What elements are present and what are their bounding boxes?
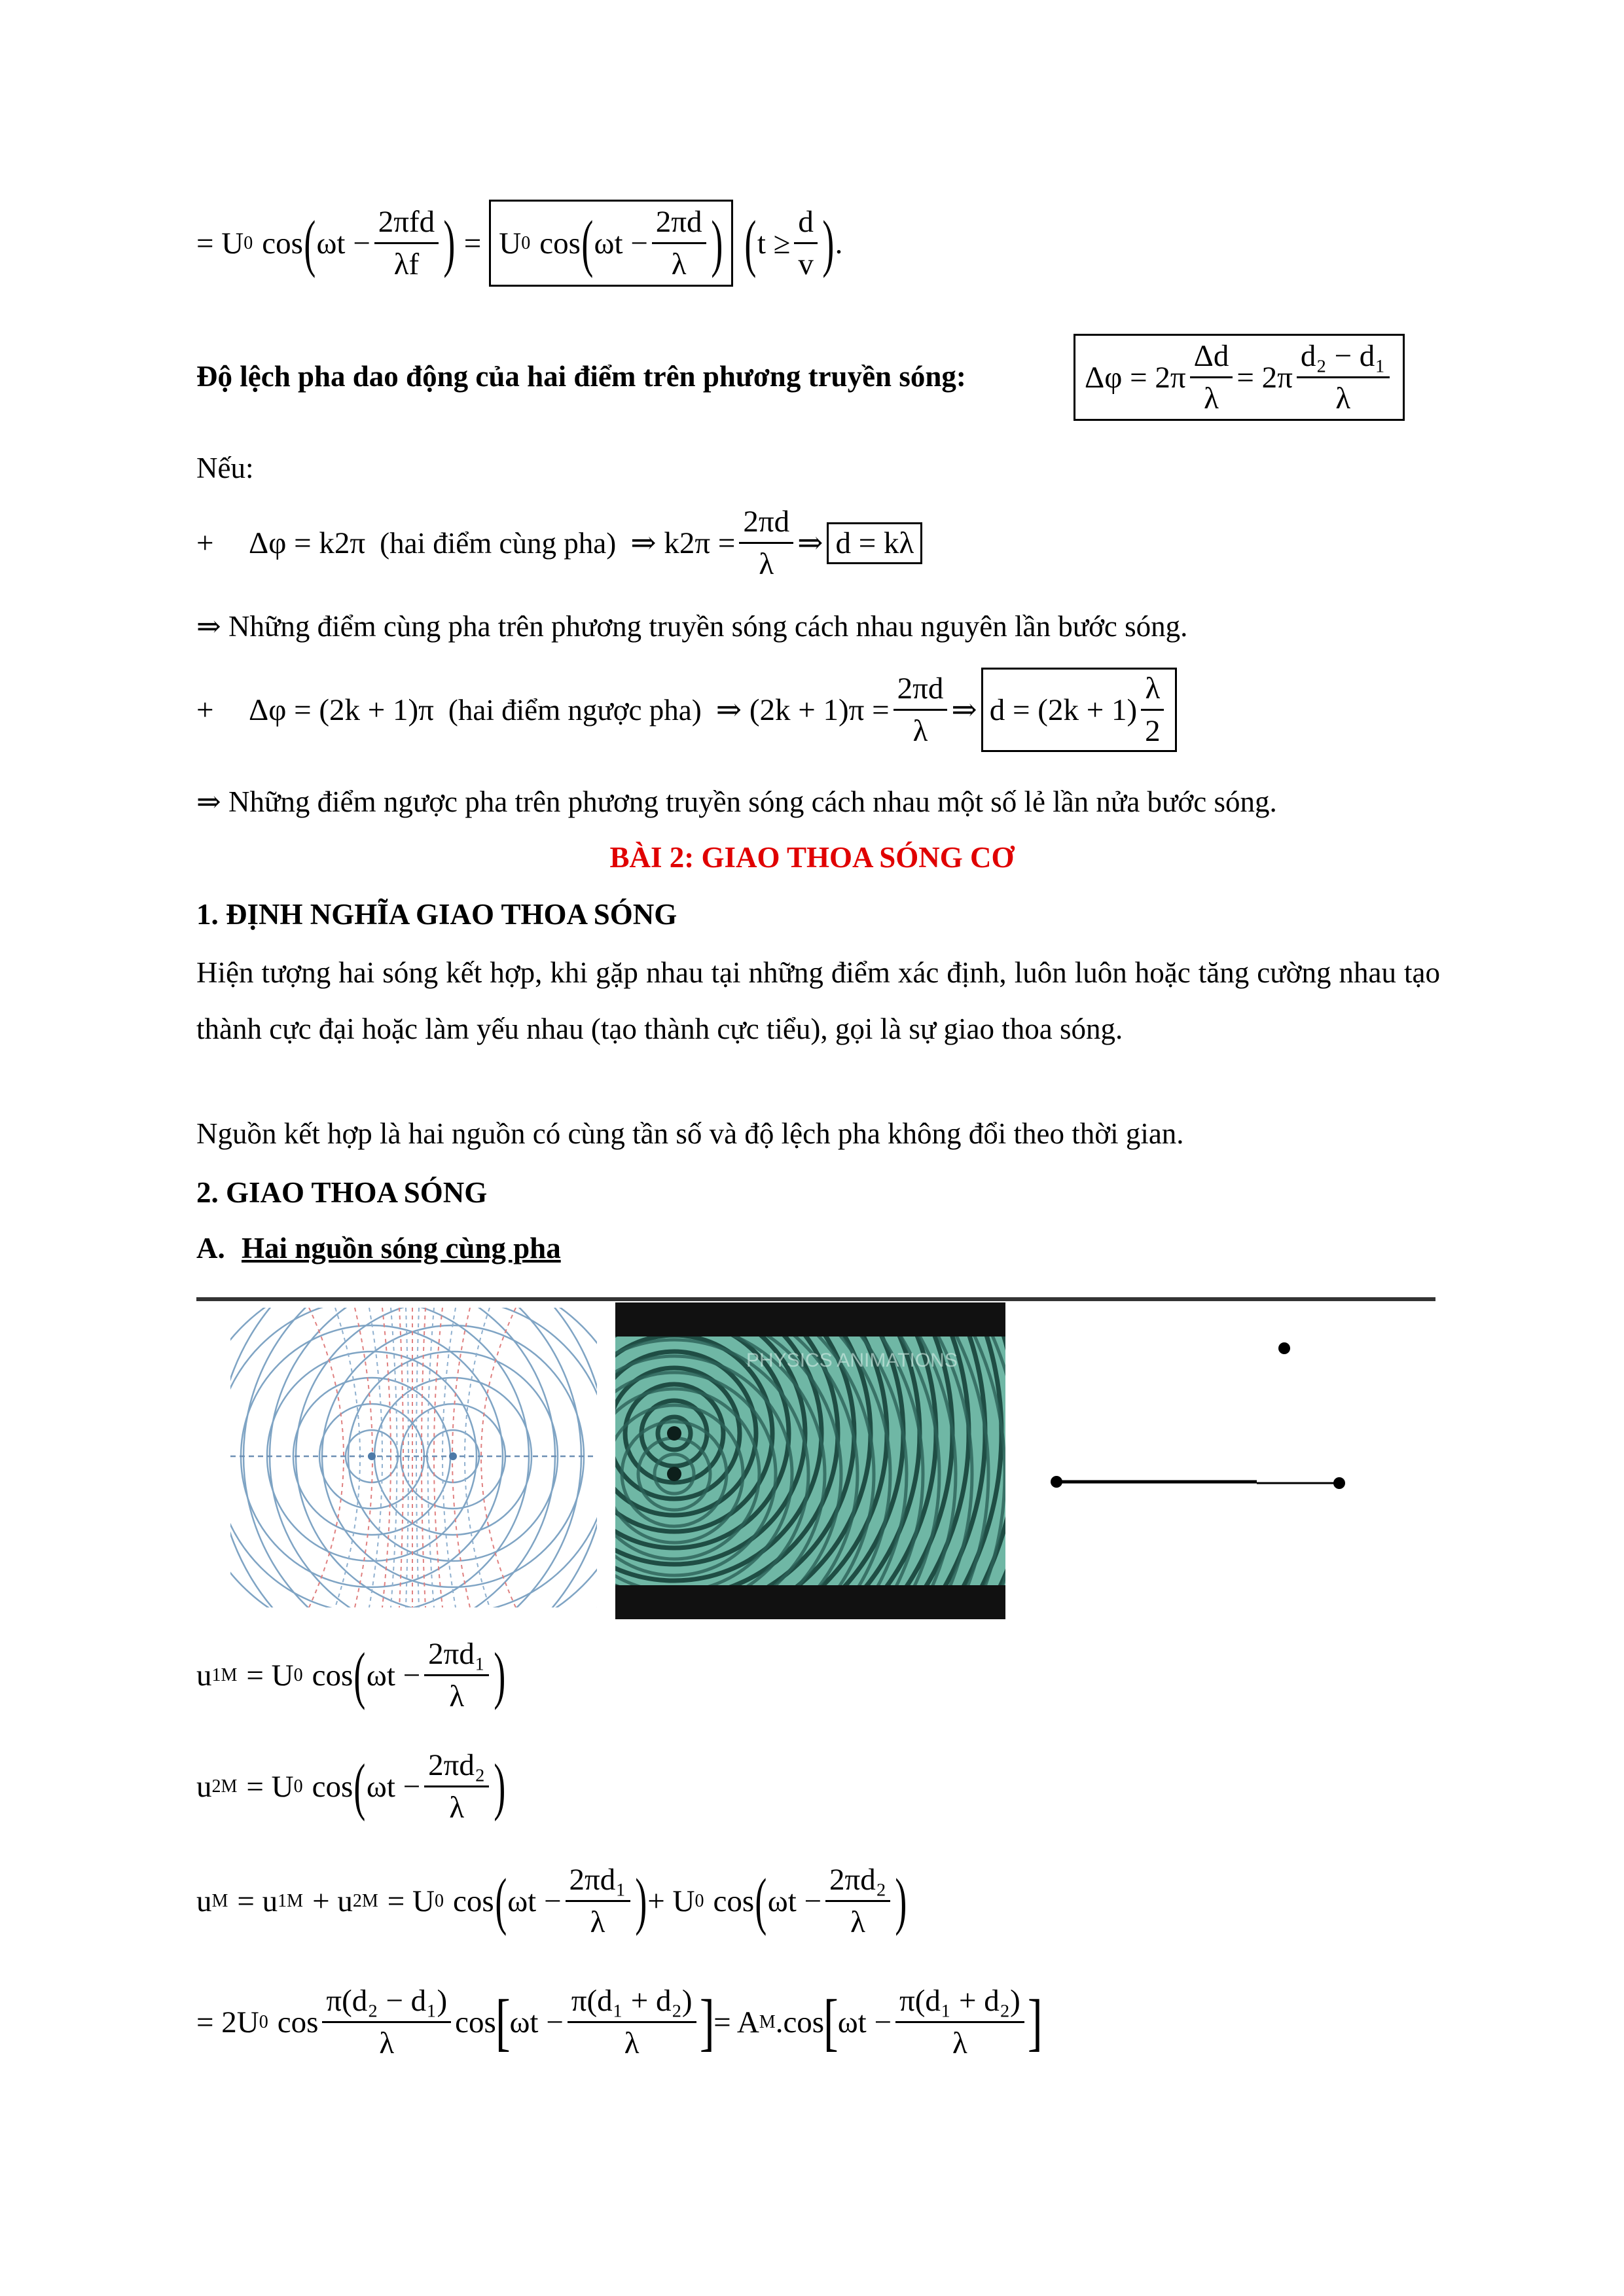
interference-circles-diagram <box>230 1308 597 1607</box>
phase-difference-label: Độ lệch pha dao động của hai điểm trên phương truyền sóng: <box>196 360 966 393</box>
watermark-text: PHYSICS ANIMATIONS <box>746 1350 958 1371</box>
opposite-phase-conclusion: ⇒ Những điểm ngược pha trên phương truyền sóng cách nhau một số lẻ lần nửa bước sóng. <box>196 785 1277 818</box>
case-opposite-phase: + Δφ = (2k + 1)π (hai điểm ngược pha) ⇒ (2k + 1)π = $\frac{2\pi d}{\lambda}$ ⇒ d = (2k + 1) $\frac{\lambda}{2}$ <box>196 668 1177 752</box>
neu-label: Nếu: <box>196 452 254 484</box>
equation-wave-at-m: = U 0 cos ( ωt − $\frac{\text{2πfd}}{\lambda f}$ ) = U 0 cos ( ωt − $\frac{2\pi d}{\lambda}$ ) ( t ≥ $\frac{d}{v}$ ) . <box>196 200 842 287</box>
definition-paragraph: Hiện tượng hai sóng kết hợp, khi gặp nhau tại những điểm xác định, luôn luôn hoặc tăng cường nhau tạo thành cực đại hoặc làm yếu nhau (tạo thành cực tiểu), gọi là sự giao thoa sóng. <box>196 956 1440 1045</box>
case-in-phase: + Δφ = k2π (hai điểm cùng pha) ⇒ k2π = $\frac{2\pi d}{\lambda}$ ⇒ d = kλ <box>196 504 922 582</box>
section-2-heading: 2. GIAO THOA SÓNG <box>196 1176 488 1209</box>
fraction: $\frac{\text{2πfd}}{\lambda f}$ <box>374 204 439 282</box>
coherent-source-paragraph: Nguồn kết hợp là hai nguồn có cùng tần số và độ lệch pha không đổi theo thời gian. <box>196 1117 1184 1150</box>
horizontal-rule <box>196 1297 1435 1301</box>
ripple-tank-image <box>615 1302 1005 1619</box>
subsection-a: A. Hai nguồn sóng cùng pha <box>196 1232 561 1265</box>
equation-um: u M = u 1M + u 2M = U 0 cos ( ωt − $\frac{\text{2πd₁}}{\lambda}$ ) + U 0 cos ( ωt − $\frac{\text{2πd₂}}{\lambda}$ ) <box>196 1863 907 1940</box>
boxed-result: U 0 cos ( ωt − $\frac{2\pi d}{\lambda}$ ) <box>489 200 733 287</box>
subsection-a-title: Hai nguồn sóng cùng pha <box>242 1232 561 1265</box>
phase-difference-formula: Δφ = 2π $\frac{\Delta d}{\lambda}$ = 2π $\frac{\text{d₂ − d₁}}{\lambda}$ <box>1074 334 1405 421</box>
equation-u1m: u 1M = U 0 cos ( ωt − $\frac{\text{2πd₁}}{\lambda}$ ) <box>196 1637 506 1714</box>
equation-final-amplitude: = 2U 0 cos $\frac{\text{π(d₂ − d₁)}}{\lambda}$ cos [ ωt − $\frac{\text{π(d₁ + d₂)}}{\lambda}$ ] = A M .cos [ ωt − $\frac{\text{π(d₁ + d₂)}}{\lambda}$ ] <box>196 1984 1043 2061</box>
points-line-diagram <box>1034 1335 1362 1518</box>
lesson-title: BÀI 2: GIAO THOA SÓNG CƠ <box>609 841 1015 874</box>
in-phase-conclusion: ⇒ Những điểm cùng pha trên phương truyền sóng cách nhau nguyên lần bước sóng. <box>196 610 1188 643</box>
equation-u2m: u 2M = U 0 cos ( ωt − $\frac{\text{2πd₂}}{\lambda}$ ) <box>196 1748 506 1825</box>
section-1-heading: 1. ĐỊNH NGHĨA GIAO THOA SÓNG <box>196 898 677 931</box>
